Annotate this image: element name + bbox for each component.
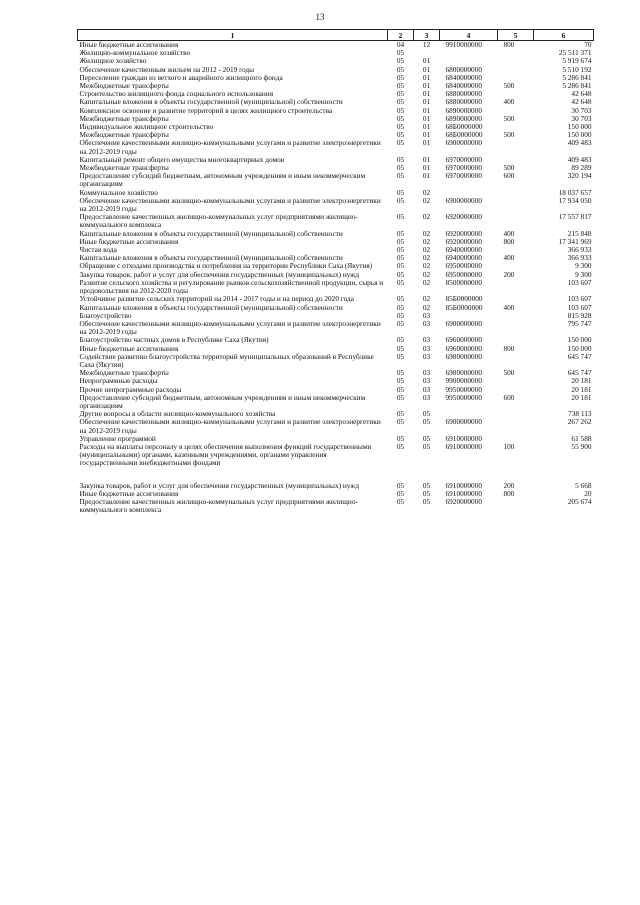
row-subsection: 05 xyxy=(422,496,431,506)
row-amount: 409 483 xyxy=(567,154,592,164)
table-row xyxy=(78,468,594,490)
row-target-code: 6950000000 xyxy=(445,269,482,279)
row-subsection: 01 xyxy=(422,97,431,107)
row-amount: 30 703 xyxy=(571,113,592,123)
row-subsection: 02 xyxy=(422,269,431,279)
row-amount: 267 262 xyxy=(567,417,592,427)
row-target-code: 6950000000 xyxy=(445,261,482,271)
row-section: 05 xyxy=(396,113,405,123)
row-expense-type: 500 xyxy=(503,81,515,91)
row-name: Предоставление субсидий бюджетным, автономным учреждениям и иным некоммерческим организациям xyxy=(79,392,366,410)
row-section: 05 xyxy=(396,163,405,173)
row-section: 05 xyxy=(396,72,405,82)
row-target-code: 6880000000 xyxy=(445,89,482,99)
row-target-code: 6900000000 xyxy=(445,195,482,205)
row-amount: 5 286 841 xyxy=(562,81,592,91)
table-row xyxy=(78,418,594,434)
row-expense-type xyxy=(498,279,534,295)
row-section: 05 xyxy=(396,97,405,107)
row-expense-type xyxy=(498,377,534,385)
row-name: Обеспечение качественными жилищно-коммунальными услугами и развитие электроэнергетики на 2012-2019 годы xyxy=(79,318,381,337)
row-target-code: 6920000000 xyxy=(445,496,482,506)
row-target-code: 85Б0000000 xyxy=(445,294,483,304)
row-amount: 150 000 xyxy=(567,335,592,345)
row-expense-type xyxy=(498,353,534,369)
row-section: 05 xyxy=(396,368,405,378)
row-expense-type xyxy=(498,386,534,394)
table-row xyxy=(78,279,594,295)
row-section: 05 xyxy=(396,56,405,66)
row-expense-type: 500 xyxy=(503,368,515,378)
row-expense-type xyxy=(498,498,534,514)
column-header: 3 xyxy=(414,30,440,41)
row-name: Иные бюджетные ассигнования xyxy=(79,343,179,353)
row-subsection: 01 xyxy=(422,154,431,164)
row-section: 05 xyxy=(396,154,405,164)
row-section: 05 xyxy=(396,269,405,279)
row-name: Предоставление качественных жилищно-коммунальных услуг предприятиями жилищно-коммунального комплекса xyxy=(79,212,358,230)
row-target-code: 68Б0000000 xyxy=(445,130,483,140)
row-name: Коммунальное хозяйство xyxy=(79,187,158,197)
row-subsection: 03 xyxy=(422,376,431,386)
row-section: 05 xyxy=(396,105,405,115)
row-name: Иные бюджетные ассигнования xyxy=(79,40,179,49)
row-expense-type: 500 xyxy=(503,163,515,173)
row-amount: 815 928 xyxy=(567,310,592,320)
row-amount: 205 674 xyxy=(567,496,592,506)
column-header: 2 xyxy=(388,30,414,41)
column-header: 5 xyxy=(498,30,534,41)
row-subsection: 01 xyxy=(422,64,431,74)
row-amount: 738 113 xyxy=(568,409,592,419)
row-expense-type xyxy=(498,57,534,65)
table-row xyxy=(78,238,594,246)
table-row xyxy=(78,498,594,514)
row-expense-type xyxy=(498,336,534,344)
table-row xyxy=(78,197,594,213)
row-subsection: 03 xyxy=(422,310,431,320)
row-amount: 409 483 xyxy=(567,138,592,148)
row-amount: 103 607 xyxy=(567,277,592,287)
row-subsection: 03 xyxy=(422,351,431,361)
row-amount: 645 747 xyxy=(567,351,592,361)
row-section: 05 xyxy=(396,488,405,498)
row-name: Другие вопросы в области жилищно-коммунального хозяйства xyxy=(79,409,276,419)
row-amount: 20 xyxy=(584,488,592,498)
row-expense-type: 800 xyxy=(503,488,515,498)
row-target-code xyxy=(440,49,498,57)
row-expense-type xyxy=(498,312,534,320)
row-name: Прочие непрограммные расходы xyxy=(79,384,182,394)
column-header: 6 xyxy=(534,30,594,41)
row-expense-type xyxy=(498,123,534,131)
row-section: 05 xyxy=(396,195,405,205)
row-name: Благоустройство xyxy=(79,310,132,320)
row-amount: 5 286 841 xyxy=(562,72,592,82)
row-name: Обеспечение качественными жилищно-коммунальными услугами и развитие электроэнергетики на 2012-2019 годы xyxy=(79,417,381,435)
row-target-code: 6920000000 xyxy=(445,228,482,238)
row-target-code: 9910000000 xyxy=(445,40,482,49)
row-subsection: 02 xyxy=(422,195,431,205)
row-name: Обеспечение качественными жилищно-коммунальными услугами и развитие электроэнергетики на 2012-2019 годы xyxy=(79,138,381,156)
row-subsection: 03 xyxy=(422,318,431,328)
row-section: 05 xyxy=(396,343,405,353)
row-section: 05 xyxy=(396,122,405,132)
row-section: 05 xyxy=(396,171,405,181)
row-name: Иные бюджетные ассигнования xyxy=(79,236,179,246)
row-section: 05 xyxy=(396,236,405,246)
row-target-code: 6890000000 xyxy=(445,113,482,123)
row-name: Капитальные вложения в объекты государственной (муниципальной) собственности xyxy=(79,228,343,238)
row-name: Обеспечение качественным жильем на 2012 - 2019 годы xyxy=(79,64,255,74)
row-name: Предоставление субсидий бюджетным, автономным учреждениям и иным некоммерческим организациям xyxy=(79,171,366,189)
row-expense-type: 600 xyxy=(503,392,515,402)
row-subsection: 01 xyxy=(422,122,431,132)
row-amount: 20 181 xyxy=(571,376,592,386)
row-name: Содействие развитию благоустройства территорий муниципальных образований в Республике Саха (Якутия) xyxy=(79,351,374,369)
row-section: 05 xyxy=(396,261,405,271)
row-target-code: 6900000000 xyxy=(445,318,482,328)
row-target-code: 6940000000 xyxy=(445,253,482,263)
row-name: Благоустройство частных домов в Республике Саха (Якутия) xyxy=(79,335,269,345)
row-expense-type xyxy=(498,197,534,213)
row-expense-type xyxy=(498,90,534,98)
row-section: 05 xyxy=(396,335,405,345)
row-name: Жилищное хозяйство xyxy=(79,56,147,66)
row-name: Закупка товаров, работ и услуг для обеспечения государственных (муниципальных) нужд xyxy=(79,480,360,490)
row-name: Управление программой xyxy=(79,433,156,443)
row-subsection: 02 xyxy=(422,212,431,222)
row-name: Непрограммные расходы xyxy=(79,376,158,386)
row-amount: 9 300 xyxy=(575,261,592,271)
row-section: 05 xyxy=(396,253,405,263)
row-amount: 150 000 xyxy=(567,343,592,353)
row-subsection: 03 xyxy=(422,368,431,378)
table-row xyxy=(78,139,594,155)
row-target-code: 9950000000 xyxy=(445,384,482,394)
row-target-code: 6900000000 xyxy=(445,138,482,148)
row-name: Межбюджетные трансферты xyxy=(79,113,169,123)
row-name: Чистая вода xyxy=(79,245,117,255)
row-name: Жилищно-коммунальное хозяйство xyxy=(79,48,191,58)
row-subsection: 12 xyxy=(422,40,431,49)
row-amount: 215 848 xyxy=(567,228,592,238)
table-header-row xyxy=(78,30,594,41)
row-name: Капитальные вложения в объекты государственной (муниципальной) собственности xyxy=(79,97,343,107)
row-subsection: 05 xyxy=(422,417,431,427)
row-subsection: 02 xyxy=(422,187,431,197)
row-expense-type: 200 xyxy=(503,480,515,490)
row-expense-type xyxy=(498,74,534,82)
row-expense-type xyxy=(498,246,534,254)
table-row xyxy=(78,172,594,188)
row-amount: 89 289 xyxy=(571,163,592,173)
row-target-code: 6920000000 xyxy=(445,212,482,222)
row-target-code: 8500000000 xyxy=(445,277,482,287)
row-expense-type: 800 xyxy=(503,343,515,353)
row-name: Развитие сельского хозяйства и регулирование рынков сельскохозяйственной продукции, сырья и продовольствия на 2012-2020 годы xyxy=(79,277,384,296)
row-section: 05 xyxy=(396,81,405,91)
row-amount: 9 300 xyxy=(575,269,592,279)
row-name: Капитальный ремонт общего имущества многоквартирных домов xyxy=(79,154,285,164)
row-section: 05 xyxy=(396,480,405,490)
row-name: Капитальные вложения в объекты государственной (муниципальной) собственности xyxy=(79,302,343,312)
row-target-code: 6940000000 xyxy=(445,245,482,255)
row-section: 05 xyxy=(396,409,405,419)
row-subsection: 02 xyxy=(422,294,431,304)
row-name: Обращение с отходами производства и потребления на территории Республики Саха (Якутия) xyxy=(79,261,373,271)
row-amount: 20 181 xyxy=(571,384,592,394)
row-subsection: 01 xyxy=(422,56,431,66)
column-header: 1 xyxy=(78,30,388,41)
row-section: 05 xyxy=(396,376,405,386)
row-section: 05 xyxy=(396,187,405,197)
row-expense-type: 800 xyxy=(503,236,515,246)
row-subsection: 01 xyxy=(422,72,431,82)
row-amount: 5 919 674 xyxy=(562,56,592,66)
row-amount: 795 747 xyxy=(567,318,592,328)
row-target-code: 6980000000 xyxy=(445,368,482,378)
row-amount: 17 341 969 xyxy=(558,236,592,246)
row-section: 05 xyxy=(396,392,405,402)
row-expense-type xyxy=(498,139,534,155)
row-target-code: 6910000000 xyxy=(445,433,482,443)
row-amount: 55 900 xyxy=(571,441,592,451)
row-subsection: 05 xyxy=(422,441,431,451)
row-target-code: 6970000000 xyxy=(445,163,482,173)
row-expense-type: 100 xyxy=(503,441,515,451)
row-name: Обеспечение качественными жилищно-коммунальными услугами и развитие электроэнергетики на 2012-2019 годы xyxy=(79,195,381,214)
row-target-code: 85Б0000000 xyxy=(445,302,483,312)
row-target-code: 6880000000 xyxy=(445,97,482,107)
row-name: Индивидуальное жилищное строительство xyxy=(79,122,214,132)
row-expense-type xyxy=(498,156,534,164)
row-name: Межбюджетные трансферты xyxy=(79,81,169,91)
page-number: 13 xyxy=(315,12,325,22)
row-amount: 42 648 xyxy=(571,97,592,107)
row-subsection: 01 xyxy=(422,171,431,181)
row-target-code: 6970000000 xyxy=(445,171,482,181)
row-expense-type xyxy=(498,49,534,57)
row-amount: 645 747 xyxy=(567,368,592,378)
row-expense-type xyxy=(498,107,534,115)
row-expense-type: 400 xyxy=(503,97,515,107)
row-subsection: 01 xyxy=(422,81,431,91)
row-section: 05 xyxy=(396,318,405,328)
table-row xyxy=(78,213,594,229)
row-section: 05 xyxy=(396,228,405,238)
row-target-code: 6980000000 xyxy=(445,351,482,361)
row-subsection: 02 xyxy=(422,236,431,246)
row-name: Закупка товаров, работ и услуг для обеспечения государственных (муниципальных) нужд xyxy=(79,269,360,279)
table-row xyxy=(78,320,594,336)
row-subsection: 05 xyxy=(422,433,431,443)
row-amount: 42 648 xyxy=(571,89,592,99)
row-subsection: 01 xyxy=(422,130,431,140)
row-expense-type xyxy=(498,295,534,303)
row-amount: 150 000 xyxy=(567,122,592,132)
row-section: 05 xyxy=(396,384,405,394)
table-row xyxy=(78,49,594,57)
row-amount: 20 181 xyxy=(571,392,592,402)
row-name: Устойчивое развитие сельских территорий на 2014 - 2017 годы и на период до 2020 года xyxy=(79,294,354,304)
row-target-code: 6960000000 xyxy=(445,343,482,353)
row-section: 05 xyxy=(396,302,405,312)
row-section: 05 xyxy=(396,433,405,443)
row-amount: 70 xyxy=(584,40,592,49)
row-expense-type xyxy=(498,435,534,443)
row-name: Переселение граждан из ветхого и аварийного жилищного фонда xyxy=(79,72,283,82)
row-expense-type: 600 xyxy=(503,171,515,181)
row-target-code: 68Б0000000 xyxy=(445,122,483,132)
row-amount: 17 557 817 xyxy=(558,212,592,222)
row-name: Иные бюджетные ассигнования xyxy=(79,488,179,498)
row-section: 05 xyxy=(396,130,405,140)
row-target-code: 6840000000 xyxy=(445,81,482,91)
row-section: 05 xyxy=(396,496,405,506)
row-section: 05 xyxy=(396,89,405,99)
row-subsection: 05 xyxy=(422,488,431,498)
row-amount: 17 934 050 xyxy=(558,195,592,205)
row-target-code: 6890000000 xyxy=(445,105,482,115)
row-section: 05 xyxy=(396,64,405,74)
row-name: Межбюджетные трансферты xyxy=(79,163,169,173)
row-subsection: 02 xyxy=(422,277,431,287)
table-row xyxy=(78,353,594,369)
row-subsection: 02 xyxy=(422,302,431,312)
row-subsection: 01 xyxy=(422,138,431,148)
row-target-code: 6960000000 xyxy=(445,335,482,345)
row-target-code: 6900000000 xyxy=(445,417,482,427)
row-expense-type xyxy=(498,66,534,74)
budget-table xyxy=(77,29,594,514)
row-subsection: 05 xyxy=(422,480,431,490)
row-subsection: 01 xyxy=(422,89,431,99)
row-amount: 61 588 xyxy=(571,433,592,443)
row-amount: 366 933 xyxy=(567,253,592,263)
row-name: Межбюджетные трансферты xyxy=(79,368,169,378)
row-expense-type: 200 xyxy=(503,269,515,279)
row-expense-type xyxy=(498,410,534,418)
table-row xyxy=(78,443,594,468)
row-name: Предоставление качественных жилищно-коммунальных услуг предприятиями жилищно-коммунального комплекса xyxy=(79,496,358,515)
row-expense-type: 400 xyxy=(503,253,515,263)
row-amount: 103 607 xyxy=(567,294,592,304)
row-target-code: 6910000000 xyxy=(445,488,482,498)
row-subsection: 02 xyxy=(422,245,431,255)
row-amount: 320 194 xyxy=(567,171,592,181)
row-section: 05 xyxy=(396,245,405,255)
row-target-code: 6910000000 xyxy=(445,441,482,451)
row-expense-type: 500 xyxy=(503,113,515,123)
row-amount: 5 668 xyxy=(575,480,592,490)
row-section: 05 xyxy=(396,277,405,287)
row-name: Расходы на выплаты персоналу в целях обеспечения выполнения функций государственными (муниципальными) органами, казенными учреждениями, органами управления государственными внебюджетными фондами xyxy=(79,441,372,468)
row-name: Строительство жилищного фонда социального использования xyxy=(79,89,274,99)
row-expense-type xyxy=(498,320,534,336)
row-target-code: 6970000000 xyxy=(445,154,482,164)
row-expense-type xyxy=(498,213,534,229)
row-section: 05 xyxy=(396,441,405,451)
row-subsection: 03 xyxy=(422,335,431,345)
row-expense-type xyxy=(498,262,534,270)
column-header: 4 xyxy=(440,30,498,41)
row-name: Межбюджетные трансферты xyxy=(79,130,169,140)
row-expense-type: 500 xyxy=(503,130,515,140)
row-subsection: 03 xyxy=(422,343,431,353)
row-target-code: 9900000000 xyxy=(445,376,482,386)
row-section: 05 xyxy=(396,294,405,304)
row-expense-type: 400 xyxy=(503,228,515,238)
row-expense-type: 800 xyxy=(503,40,515,49)
row-target-code: 6800000000 xyxy=(445,64,482,74)
row-subsection: 03 xyxy=(422,392,431,402)
row-amount: 366 933 xyxy=(567,245,592,255)
row-subsection: 02 xyxy=(422,253,431,263)
row-amount: 25 511 371 xyxy=(558,48,592,58)
row-target-code: 9950000000 xyxy=(445,392,482,402)
row-subsection: 03 xyxy=(422,384,431,394)
row-subsection: 01 xyxy=(422,105,431,115)
row-target-code: 6920000000 xyxy=(445,236,482,246)
row-section: 05 xyxy=(396,212,405,222)
row-amount: 103 607 xyxy=(567,302,592,312)
row-amount: 30 703 xyxy=(571,105,592,115)
row-expense-type: 400 xyxy=(503,302,515,312)
row-subsection: 01 xyxy=(422,163,431,173)
row-target-code: 6910000000 xyxy=(445,480,482,490)
table-row xyxy=(78,394,594,410)
row-target-code: 6840000000 xyxy=(445,72,482,82)
row-subsection: 01 xyxy=(422,113,431,123)
row-section: 05 xyxy=(396,138,405,148)
row-name: Капитальные вложения в объекты государственной (муниципальной) собственности xyxy=(79,253,343,263)
row-subsection: 02 xyxy=(422,228,431,238)
row-section: 05 xyxy=(396,310,405,320)
table-body xyxy=(78,41,594,515)
row-amount: 18 037 657 xyxy=(558,187,592,197)
row-expense-type xyxy=(498,418,534,434)
table-row xyxy=(78,304,594,312)
row-section: 05 xyxy=(396,351,405,361)
row-subsection: 02 xyxy=(422,261,431,271)
row-section: 05 xyxy=(396,417,405,427)
row-amount: 5 510 192 xyxy=(562,64,592,74)
row-expense-type xyxy=(498,189,534,197)
row-section: 05 xyxy=(396,48,405,58)
row-section: 04 xyxy=(396,40,405,49)
row-amount: 150 000 xyxy=(567,130,592,140)
row-subsection: 05 xyxy=(422,409,431,419)
row-name: Комплексное освоение и развитие территорий в целях жилищного строительства xyxy=(79,105,333,115)
